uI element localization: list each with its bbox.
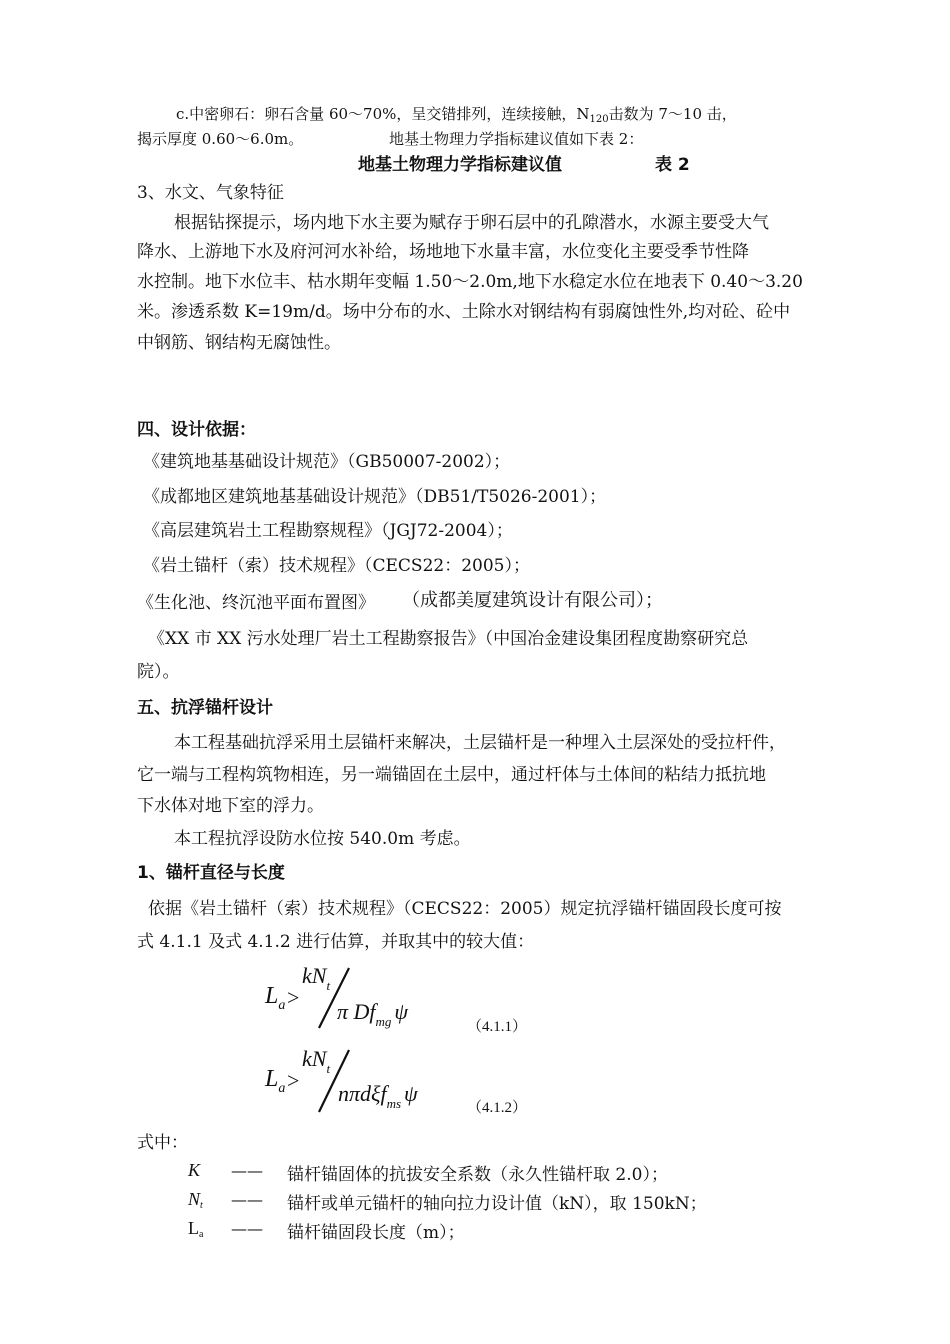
hydro-line: 水控制。地下水位丰、枯水期年变幅 1.50～2.0m,地下水稳定水位在地表下 0.40～3.20: [137, 272, 803, 292]
where-dash: ——: [231, 1161, 263, 1180]
anchor-design-heading: 五、抗浮锚杆设计: [137, 698, 273, 718]
where-dash: ——: [231, 1190, 263, 1209]
formula-numerator: $kN_t$: [302, 963, 331, 993]
hydro-heading: 3、水文、气象特征: [137, 183, 284, 203]
design-basis-item-report: 《XX 市 XX 污水处理厂岩土工程勘察报告》（中国冶金建设集团程度勘察研究总: [148, 629, 749, 649]
formula-denominator: nπdξf$_{ms}$ ψ: [338, 1081, 418, 1111]
hydro-line: 米。渗透系数 K=19m/d。场中分布的水、土除水对钢结构有弱腐蚀性外,均对砼、砼中: [137, 302, 791, 322]
anchor-dims-line: 式 4.1.1 及式 4.1.2 进行估算，并取其中的较大值：: [137, 932, 535, 952]
anchor-design-para: 它一端与工程构筑物相连，另一端锚固在土层中，通过杆体与土体间的粘结力抵抗地: [137, 765, 766, 785]
formula-relation: >: [287, 985, 300, 1010]
where-description: 锚杆或单元锚杆的轴向拉力设计值（kN），取 150kN；: [287, 1194, 707, 1214]
n-subscript: 120: [589, 114, 609, 125]
design-basis-item: 《成都地区建筑地基基础设计规范》（DB51/T5026-2001）；: [143, 487, 607, 507]
anchor-design-para: 下水体对地下室的浮力。: [137, 796, 324, 816]
design-basis-item: 《高层建筑岩土工程勘察规程》（JGJ72-2004）；: [143, 521, 513, 541]
formula-lhs: $L_a$: [265, 983, 286, 1013]
formula-numerator: $kN_t$: [302, 1046, 331, 1076]
section-c-tail: 击数为 7～10 击，: [608, 105, 737, 123]
where-symbol: K: [188, 1160, 201, 1180]
table-caption-title: 地基土物理力学指标建议值: [358, 155, 562, 175]
anchor-dims-heading: 1、锚杆直径与长度: [137, 863, 285, 883]
design-basis-item: 《建筑地基基础设计规范》（GB50007-2002）；: [143, 452, 511, 472]
anchor-design-para: 本工程基础抗浮采用土层锚杆来解决，土层锚杆是一种埋入土层深处的受拉杆件，: [174, 733, 786, 753]
formula-number: （4.1.1）: [467, 1019, 528, 1035]
hydro-line: 根据钻探提示，场内地下水主要为赋存于卵石层中的孔隙潜水，水源主要受大气: [174, 213, 769, 233]
formula-number: （4.1.2）: [467, 1100, 528, 1116]
table-caption-label: 表 2: [655, 155, 690, 175]
section-c-table-ref: 地基土物理力学指标建议值如下表 2：: [389, 130, 644, 148]
formula-relation: >: [287, 1068, 300, 1093]
where-symbol: Nt: [188, 1189, 203, 1211]
n-label: N: [576, 105, 590, 123]
hydro-line: 降水、上游地下水及府河河水补给，场地地下水量丰富，水位变化主要受季节性降: [137, 242, 749, 262]
where-symbol: La: [188, 1218, 204, 1240]
design-basis-item-drawing: 《生化池、终沉池平面布置图》: [137, 593, 375, 613]
design-basis-item-report-cont: 院）。: [137, 662, 180, 682]
design-basis-item: 《岩土锚杆（索）技术规程》（CECS22：2005）；: [143, 556, 530, 576]
anchor-dims-line: 依据《岩土锚杆（索）技术规程》（CECS22：2005）规定抗浮锚杆锚固段长度可按: [148, 899, 782, 919]
anchor-design-para2: 本工程抗浮设防水位按 540.0m 考虑。: [174, 829, 471, 849]
hydro-line: 中钢筋、钢结构无腐蚀性。: [137, 333, 341, 353]
formula-lhs: $L_a$: [265, 1066, 286, 1096]
section-c-text: c.中密卵石：卵石含量 60～70%，呈交错排列，连续接触，: [176, 105, 577, 123]
where-description: 锚杆锚固段长度（m）；: [287, 1223, 465, 1243]
design-basis-heading: 四、设计依据：: [137, 420, 256, 440]
where-description: 锚杆锚固体的抗拔安全系数（永久性锚杆取 2.0）；: [287, 1165, 668, 1185]
where-label: 式中：: [137, 1133, 188, 1153]
design-basis-item-designer: （成都美厦建筑设计有限公司）；: [402, 590, 663, 611]
formula-denominator: π $Df_{mg}$ ψ: [337, 999, 409, 1029]
section-c-line2: [137, 127, 303, 151]
section-c-thickness: 揭示厚度 0.60～6.0m。: [137, 130, 304, 148]
where-dash: ——: [231, 1219, 263, 1238]
